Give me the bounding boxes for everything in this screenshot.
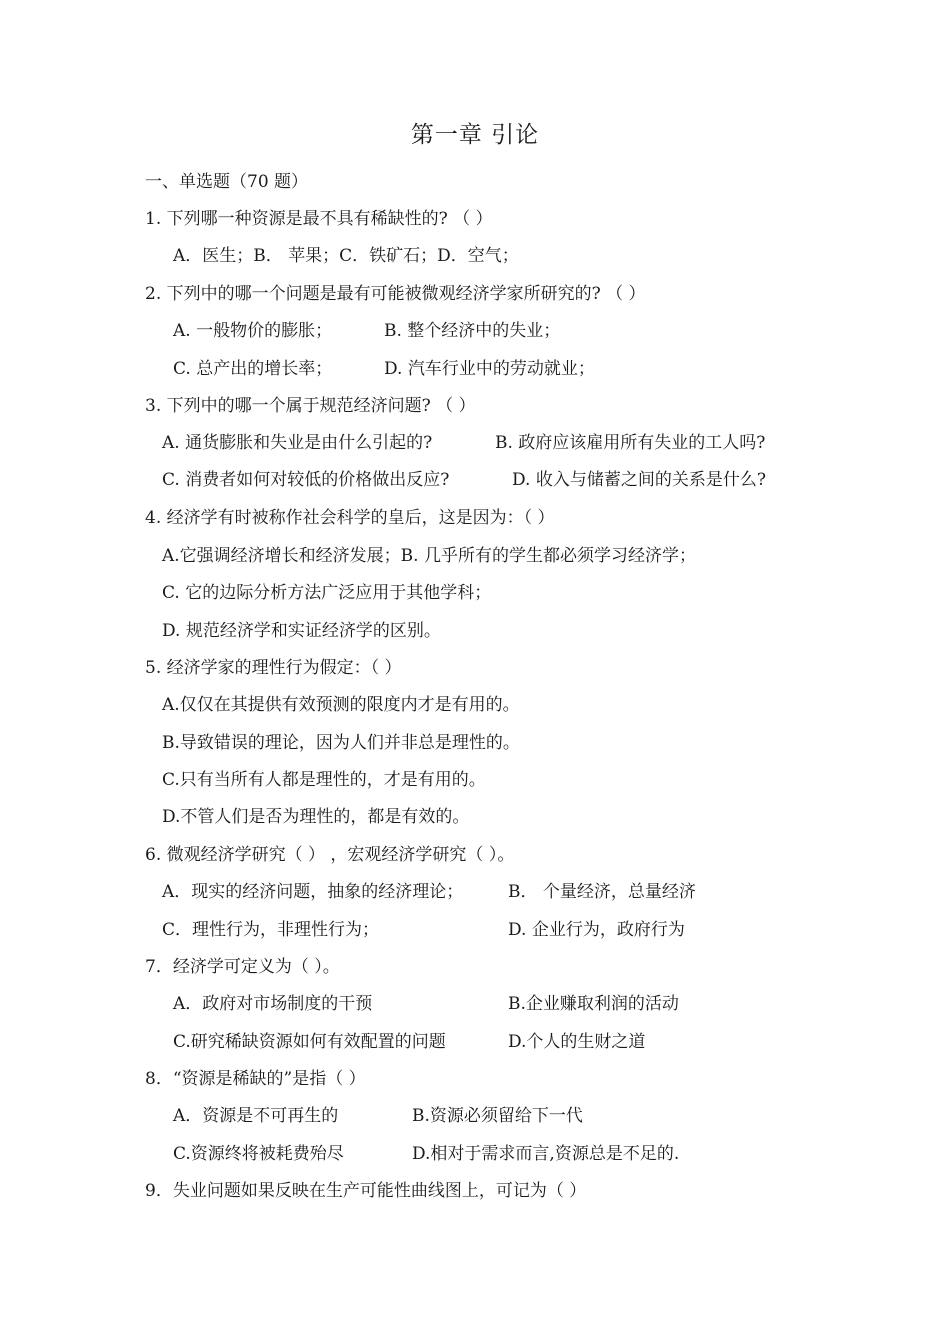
q5-option-d: D.不管人们是否为理性的，都是有效的。 [162,807,470,827]
q5-option-c: C.只有当所有人都是理性的，才是有用的。 [162,770,486,790]
q8-option-a: A．资源是不可再生的 [173,1106,339,1126]
q7-option-c: C.研究稀缺资源如何有效配置的问题 [173,1032,446,1052]
q7-option-a: A．政府对市场制度的干预 [173,994,373,1014]
q2-option-d: D. 汽车行业中的劳动就业； [384,359,595,379]
question-3: 3. 下列中的哪一个属于规范经济问题? （ ） [145,396,476,416]
question-8: 8．“资源是稀缺的”是指（ ） [145,1069,366,1089]
q8-option-c: C.资源终将被耗费殆尽 [173,1144,344,1164]
question-6: 6. 微观经济学研究（ ） ，宏观经济学研究（ ）。 [145,845,515,865]
q6-option-c: C．理性行为，非理性行为； [162,920,380,940]
question-7: 7．经济学可定义为（ ）。 [145,957,340,977]
q5-option-a: A.仅仅在其提供有效预测的限度内才是有用的。 [162,695,520,715]
q3-option-d: D. 收入与储蓄之间的关系是什么? [512,470,766,490]
section-heading: 一、单选题（70 题） [145,172,309,192]
q6-option-a: A．现实的经济问题，抽象的经济理论； [162,882,464,902]
q8-option-b: B.资源必须留给下一代 [412,1106,583,1126]
question-9: 9．失业问题如果反映在生产可能性曲线图上，可记为（ ） [145,1181,587,1201]
q6-option-b: B． 个量经济，总量经济 [508,882,696,902]
q7-option-b: B.企业赚取利润的活动 [508,994,679,1014]
chapter-title: 第一章 引论 [410,122,540,148]
q2-option-b: B. 整个经济中的失业； [384,321,561,341]
question-5: 5. 经济学家的理性行为假定：（ ） [145,658,402,678]
q2-option-c: C. 总产出的增长率； [173,359,333,379]
q6-option-d: D. 企业行为，政府行为 [508,920,685,940]
question-1: 1. 下列哪一种资源是最不具有稀缺性的? （ ） [145,209,493,229]
q8-option-d: D.相对于需求而言,资源总是不足的. [412,1144,680,1164]
question-4: 4. 经济学有时被称作社会科学的皇后，这是因为：（ ） [145,508,555,528]
q2-option-a: A. 一般物价的膨胀； [173,321,333,341]
q3-option-c: C. 消费者如何对较低的价格做出反应? [162,470,450,490]
q3-option-b: B. 政府应该雇用所有失业的工人吗? [495,433,766,453]
question-2: 2. 下列中的哪一个问题是最有可能被微观经济学家所研究的? （ ） [145,284,646,304]
q4-option-d: D. 规范经济学和实证经济学的区别。 [162,621,441,641]
q5-option-b: B.导致错误的理论，因为人们并非总是理性的。 [162,733,520,753]
q3-option-a: A. 通货膨胀和失业是由什么引起的? [162,433,433,453]
q1-options: A．医生；B． 苹果；C．铁矿石；D．空气； [173,246,519,266]
q4-option-c: C. 它的边际分析方法广泛应用于其他学科； [162,583,492,603]
q4-option-ab: A.它强调经济增长和经济发展；B. 几乎所有的学生都必须学习经济学； [162,546,696,566]
q7-option-d: D.个人的生财之道 [508,1032,646,1052]
